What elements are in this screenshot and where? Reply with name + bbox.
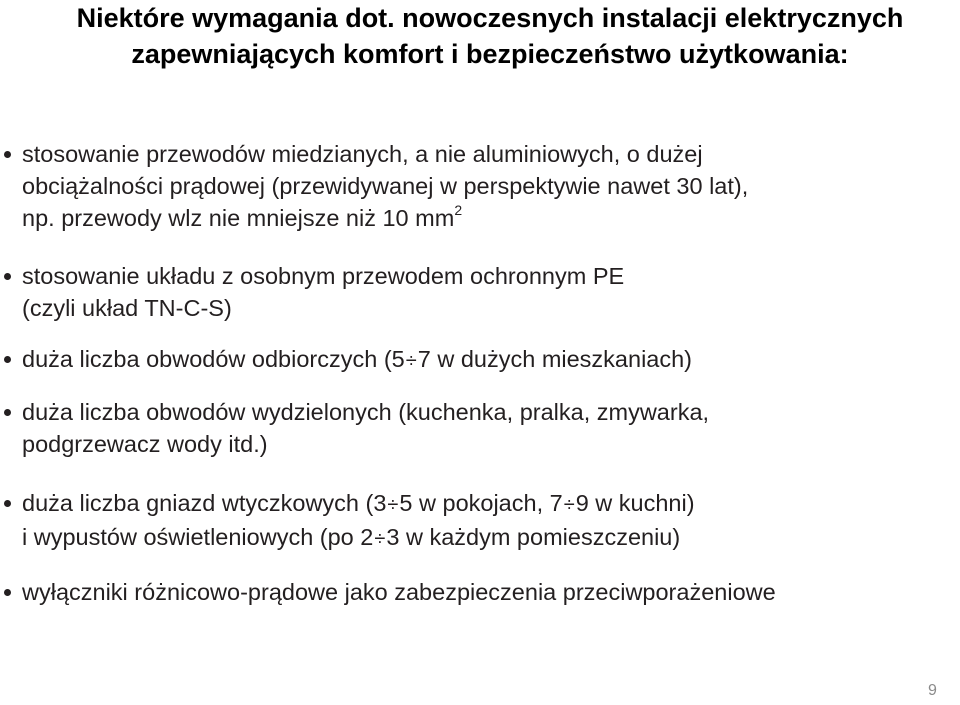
bullet-dedicated-circuits bbox=[22, 396, 960, 460]
bullet-dot bbox=[4, 356, 11, 363]
division-symbol: ÷ bbox=[374, 528, 386, 550]
division-symbol: ÷ bbox=[387, 494, 399, 516]
title-line-2: zapewniających komfort i bezpieczeństwo użytkowania: bbox=[131, 39, 849, 69]
bullet-text: 9 w kuchni) bbox=[575, 490, 695, 516]
bullet-line: wyłączniki różnicowo-prądowe jako zabezpieczenia przeciwporażeniowe bbox=[22, 579, 776, 605]
bullet-text: i wypustów oświetleniowych (po 2 bbox=[22, 524, 374, 550]
division-symbol: ÷ bbox=[563, 494, 575, 516]
bullet-pe-conductor bbox=[22, 260, 960, 324]
bullet-dot bbox=[4, 409, 11, 416]
bullet-text: duża liczba obwodów odbiorczych (5 bbox=[22, 346, 405, 372]
bullet-dot bbox=[4, 500, 11, 507]
bullet-line bbox=[22, 343, 960, 377]
bullet-line: obciążalności prądowej (przewidywanej w perspektywie nawet 30 lat), bbox=[22, 173, 749, 199]
bullet-dot bbox=[4, 151, 11, 158]
bullet-text: duża liczba gniazd wtyczkowych (3 bbox=[22, 490, 387, 516]
bullet-receiver-circuits bbox=[22, 343, 960, 377]
bullet-text: 7 w dużych mieszkaniach) bbox=[417, 346, 693, 372]
page-number: 9 bbox=[928, 682, 937, 699]
bullet-copper-wires bbox=[22, 138, 960, 234]
division-symbol: ÷ bbox=[405, 350, 417, 372]
bullet-line bbox=[22, 487, 960, 521]
bullet-line: stosowanie układu z osobnym przewodem ochronnym PE bbox=[22, 263, 625, 289]
bullet-text: 5 w pokojach, 7 bbox=[399, 490, 563, 516]
bullet-line: stosowanie przewodów miedzianych, a nie aluminiowych, o dużej bbox=[22, 141, 703, 167]
bullet-rcd bbox=[22, 576, 960, 608]
bullet-line: (czyli układ TN-C-S) bbox=[22, 295, 232, 321]
superscript: 2 bbox=[454, 202, 463, 219]
bullet-dot bbox=[4, 589, 11, 596]
bullet-line bbox=[22, 521, 960, 555]
bullet-sockets bbox=[22, 487, 960, 555]
bullet-dot bbox=[4, 273, 11, 280]
slide-title bbox=[35, 0, 945, 72]
bullet-line bbox=[22, 202, 960, 234]
bullet-text: 3 w każdym pomieszczeniu) bbox=[386, 524, 681, 550]
bullet-line: podgrzewacz wody itd.) bbox=[22, 431, 268, 457]
title-line-1: Niektóre wymagania dot. nowoczesnych instalacji elektrycznych bbox=[76, 3, 904, 33]
bullet-line: duża liczba obwodów wydzielonych (kuchenka, pralka, zmywarka, bbox=[22, 399, 710, 425]
bullet-text: np. przewody wlz nie mniejsze niż 10 mm bbox=[22, 205, 455, 231]
